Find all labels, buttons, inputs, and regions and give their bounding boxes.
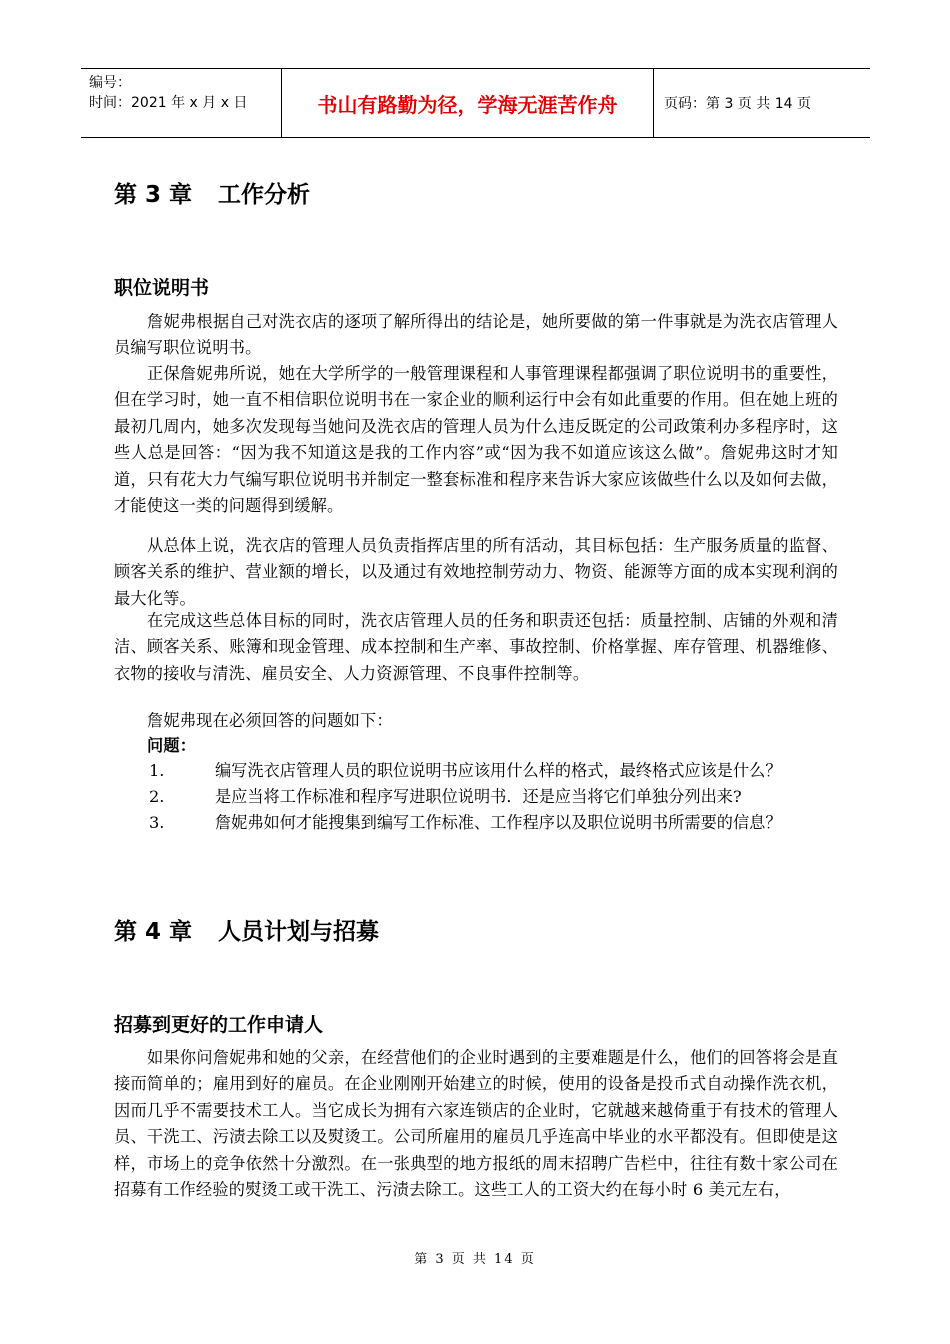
chapter-title: 人员计划与招募 <box>218 919 380 945</box>
section-heading: 职位说明书 <box>114 277 210 299</box>
list-item <box>149 811 839 835</box>
paragraph: 正保詹妮弗所说，她在大学所学的一般管理课程和人事管理课程都强调了职位说明书的重要性，但在学习时，她一直不相信职位说明书在一家企业的顺利运行中会有如此重要的作用。但在她上班的最初几周内，她多次发现每当她问及洗衣店的管理人员为什么违反既定的公司政策利办多程序时，这些人总是回答：“因为我不知道这是我的工作内容”或“因为我不如道应该这么做”。詹妮弗这时才知道，只有花大力气编写职位说明书并制定一整套标准和程序来告诉大家应该做些什么以及如何去做，才能使这一类的问题得到缓解。 <box>114 364 838 516</box>
question-number: 3. <box>149 813 165 832</box>
chapter-number: 第 4 章 <box>114 919 193 945</box>
question-text: 是应当将工作标准和程序写进职位说明书．还是应当将它们单独分列出来? <box>215 787 742 806</box>
section-heading: 招募到更好的工作申请人 <box>114 1014 324 1036</box>
header-motto: 书山有路勤为径，学海无涯苦作舟 <box>282 69 654 137</box>
paragraph: 从总体上说，洗衣店的管理人员负责指挥店里的所有活动，其目标包括：生产服务质量的监督、顾客关系的维护、营业额的增长，以及通过有效地控制劳动力、物资、能源等方面的成本实现利润的最大化等。 <box>114 536 838 608</box>
question-number: 2. <box>149 787 165 806</box>
paragraph: 如果你问詹妮弗和她的父亲，在经营他们的企业时遇到的主要难题是什么，他们的回答将会是直接而简单的；雇用到好的雇员。在企业刚刚开始建立的时候，使用的设备是投币式自动操作洗衣机，因而几乎不需要技术工人。当它成长为拥有六家连锁店的企业时，它就越来越倚重于有技术的管理人员、干洗工、污渍去除工以及熨烫工。公司所雇用的雇员几乎连高中毕业的水平都没有。但即使是这样，市场上的竞争依然十分激烈。在一张典型的地方报纸的周末招聘广告栏中，往往有数十家公司在招募有工作经验的熨烫工或干洗工、污渍去除工。这些工人的工资大约在每小时 6 美元左右， <box>114 1048 838 1200</box>
header-page-info: 页码：第 3 页 共 14 页 <box>664 96 811 112</box>
chapter-number: 第 3 章 <box>114 182 193 208</box>
page-header <box>81 68 870 138</box>
questions-list <box>149 759 839 835</box>
time-label: 时间：2021 年 x 月 x 日 <box>89 95 248 111</box>
chapter-4-heading <box>114 913 379 946</box>
list-item <box>149 759 839 783</box>
page-footer: 第 3 页 共 14 页 <box>414 1252 536 1267</box>
serial-label: 编号： <box>89 75 131 91</box>
questions-label: 问题： <box>147 736 197 755</box>
list-item <box>149 785 839 809</box>
question-text: 詹妮弗如何才能搜集到编写工作标准、工作程序以及职位说明书所需要的信息？ <box>215 813 782 832</box>
question-number: 1. <box>149 761 165 780</box>
chapter-3-heading <box>114 176 310 209</box>
question-text: 编写洗衣店管理人员的职位说明书应该用什么样的格式，最终格式应该是什么？ <box>215 761 782 780</box>
chapter-title: 工作分析 <box>218 182 311 208</box>
paragraph: 詹妮弗现在必须回答的问题如下： <box>147 711 393 730</box>
header-meta <box>81 69 282 137</box>
paragraph: 詹妮弗根据自己对洗衣店的逐项了解所得出的结论是，她所要做的第一件事就是为洗衣店管理人员编写职位说明书。 <box>114 312 838 358</box>
paragraph: 在完成这些总体目标的同时，洗衣店管理人员的任务和职责还包括：质量控制、店铺的外观和清洁、顾客关系、账簿和现金管理、成本控制和生产率、事故控制、价格掌握、库存管理、机器维修、衣物的接收与清洗、雇员安全、人力资源管理、不良事件控制等。 <box>114 611 838 683</box>
